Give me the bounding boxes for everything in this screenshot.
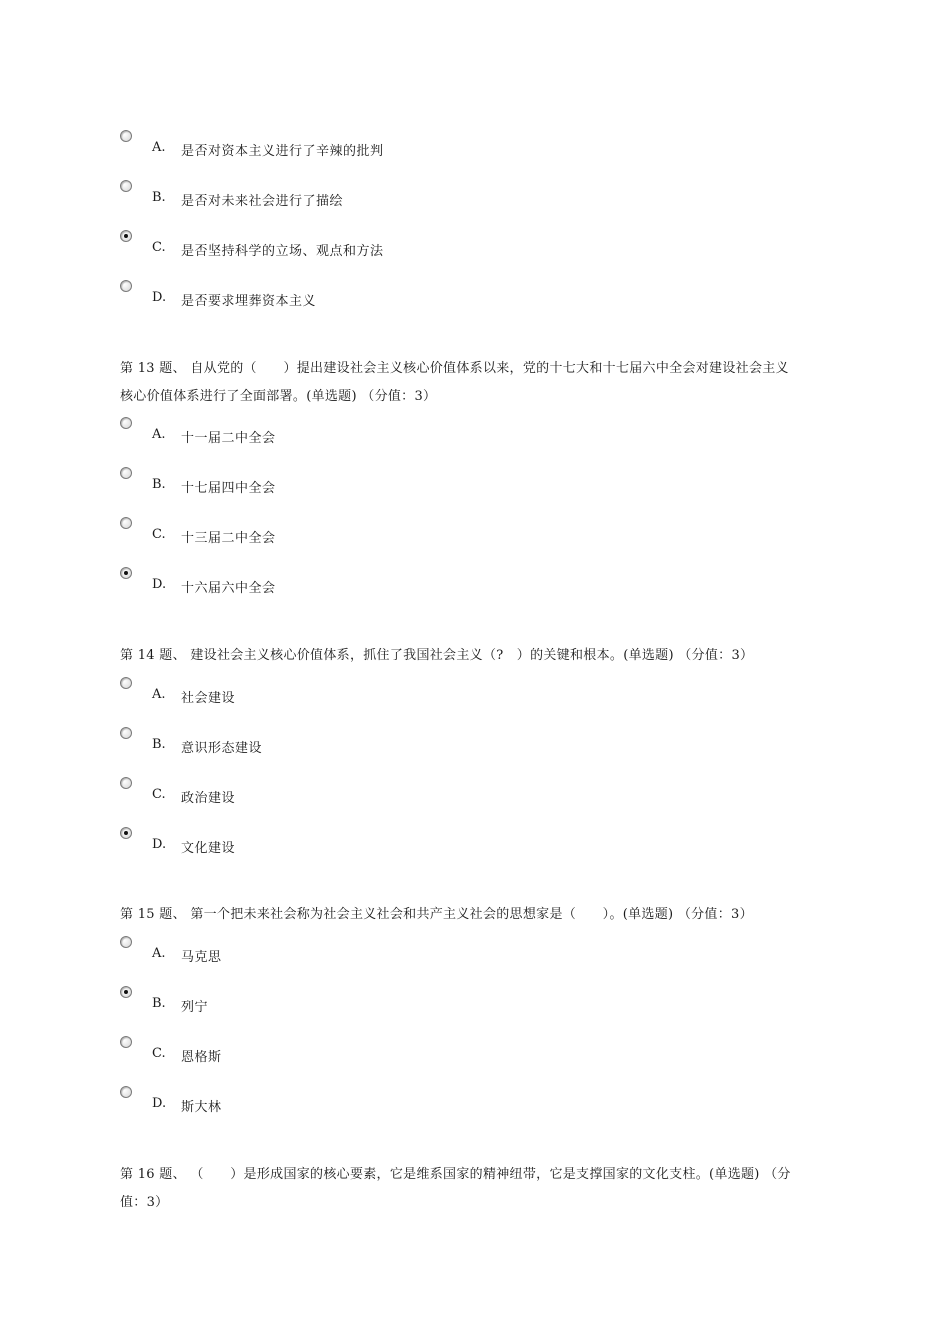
option-letter: D. — [152, 290, 167, 305]
option-letter: B. — [152, 737, 166, 752]
option-row[interactable] — [120, 467, 840, 517]
radio-button[interactable] — [120, 936, 132, 948]
option-text: 恩格斯 — [181, 1050, 222, 1065]
option-letter: B. — [152, 190, 166, 205]
option-row[interactable] — [120, 777, 840, 827]
option-text: 十七届四中全会 — [181, 481, 276, 496]
option-row[interactable] — [120, 677, 840, 727]
question-15 — [120, 901, 840, 929]
question-12-options — [120, 130, 840, 330]
radio-button[interactable] — [120, 417, 132, 429]
question-16 — [120, 1161, 840, 1217]
option-row[interactable] — [120, 936, 840, 986]
radio-button[interactable] — [120, 517, 132, 529]
option-text: 是否要求埋葬资本主义 — [181, 294, 317, 309]
option-row[interactable] — [120, 567, 840, 617]
option-text: 社会建设 — [181, 691, 236, 706]
option-text: 是否坚持科学的立场、观点和方法 — [181, 244, 384, 259]
option-row[interactable] — [120, 986, 840, 1036]
option-text: 马克思 — [181, 950, 222, 965]
option-row[interactable] — [120, 727, 840, 777]
question-14 — [120, 642, 840, 670]
option-text: 是否对未来社会进行了描绘 — [181, 194, 344, 209]
option-letter: B. — [152, 996, 166, 1011]
option-letter: C. — [152, 240, 166, 255]
option-letter: B. — [152, 477, 166, 492]
radio-button[interactable] — [120, 677, 132, 689]
option-text: 文化建设 — [181, 841, 236, 856]
question-stem-line: 第 14 题、 建设社会主义核心价值体系，抓住了我国社会主义（? ）的关键和根本。(单选题) （分值：3） — [120, 648, 754, 663]
option-text: 十三届二中全会 — [181, 531, 276, 546]
option-letter: C. — [152, 787, 166, 802]
question-stem — [120, 1161, 840, 1217]
option-letter: D. — [152, 577, 167, 592]
option-row[interactable] — [120, 230, 840, 280]
question-stem-line: 第 16 题、 （ ）是形成国家的核心要素，它是维系国家的精神纽带，它是支撑国家的文化支柱。(单选题) （分 — [120, 1167, 791, 1182]
radio-button[interactable] — [120, 986, 132, 998]
option-text: 政治建设 — [181, 791, 236, 806]
option-letter: C. — [152, 1046, 166, 1061]
option-row[interactable] — [120, 180, 840, 230]
radio-button[interactable] — [120, 180, 132, 192]
option-letter: D. — [152, 1096, 167, 1111]
option-row[interactable] — [120, 517, 840, 567]
option-letter: D. — [152, 837, 167, 852]
radio-button[interactable] — [120, 467, 132, 479]
question-stem — [120, 355, 840, 411]
question-15-options — [120, 936, 840, 1136]
question-stem — [120, 901, 840, 929]
option-letter: C. — [152, 527, 166, 542]
radio-button[interactable] — [120, 567, 132, 579]
option-text: 十一届二中全会 — [181, 431, 276, 446]
question-stem-line: 第 13 题、 自从党的（ ）提出建设社会主义核心价值体系以来，党的十七大和十七届六中全会对建设社会主义 — [120, 361, 789, 376]
radio-button[interactable] — [120, 1086, 132, 1098]
option-row[interactable] — [120, 827, 840, 877]
question-14-options — [120, 677, 840, 877]
question-stem-line: 值：3） — [120, 1195, 169, 1210]
option-letter: A. — [152, 946, 166, 961]
radio-button[interactable] — [120, 827, 132, 839]
option-letter: A. — [152, 140, 166, 155]
option-text: 十六届六中全会 — [181, 581, 276, 596]
option-row[interactable] — [120, 1086, 840, 1136]
radio-button[interactable] — [120, 1036, 132, 1048]
question-stem-line: 核心价值体系进行了全面部署。(单选题) （分值：3） — [120, 389, 437, 404]
option-text: 是否对资本主义进行了辛辣的批判 — [181, 144, 384, 159]
option-row[interactable] — [120, 280, 840, 330]
question-stem-line: 第 15 题、 第一个把未来社会称为社会主义社会和共产主义社会的思想家是（ ）。(单选题) （分值：3） — [120, 907, 753, 922]
question-13 — [120, 355, 840, 411]
option-letter: A. — [152, 687, 166, 702]
radio-button[interactable] — [120, 280, 132, 292]
radio-button[interactable] — [120, 230, 132, 242]
option-row[interactable] — [120, 130, 840, 180]
option-text: 意识形态建设 — [181, 741, 263, 756]
option-letter: A. — [152, 427, 166, 442]
radio-button[interactable] — [120, 777, 132, 789]
option-text: 列宁 — [181, 1000, 209, 1015]
option-row[interactable] — [120, 417, 840, 467]
radio-button[interactable] — [120, 130, 132, 142]
option-row[interactable] — [120, 1036, 840, 1086]
radio-button[interactable] — [120, 727, 132, 739]
question-stem — [120, 642, 840, 670]
question-13-options — [120, 417, 840, 617]
option-text: 斯大林 — [181, 1100, 222, 1115]
